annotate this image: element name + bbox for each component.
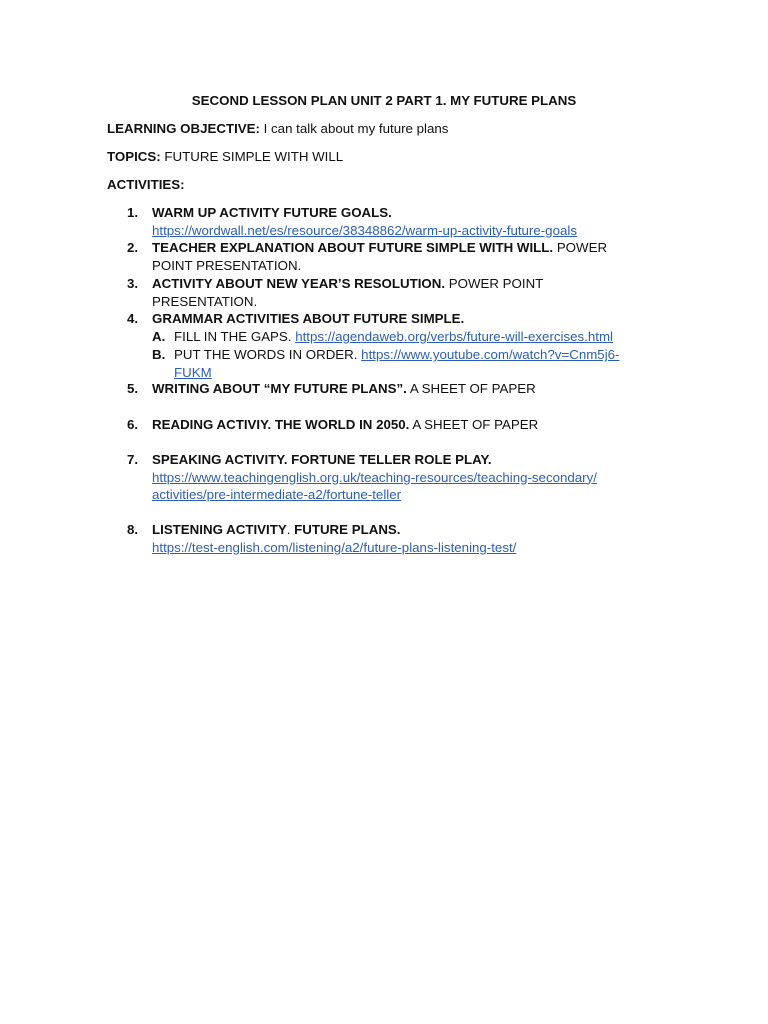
item-number: 8. <box>127 522 139 537</box>
item-title: READING ACTIVIY. THE WORLD IN 2050. <box>152 417 410 432</box>
item-title: WRITING ABOUT “MY FUTURE PLANS”. <box>152 381 407 396</box>
item-title: LISTENING ACTIVITY <box>152 522 287 537</box>
item-title-dot: . <box>286 522 291 537</box>
item-title: ACTIVITY ABOUT NEW YEAR’S RESOLUTION. <box>152 276 446 291</box>
sub-list-item <box>152 346 652 381</box>
list-item <box>127 275 647 310</box>
item-title: TEACHER EXPLANATION ABOUT FUTURE SIMPLE WITH WILL. <box>152 240 554 255</box>
activities-label: ACTIVITIES: <box>107 177 185 192</box>
item-title-2: FUTURE PLANS. <box>294 522 401 537</box>
sub-item-letter: B. <box>152 347 166 362</box>
sub-item-text: FILL IN THE GAPS. <box>174 329 292 344</box>
youtube-link[interactable]: https://www.youtube.com/watch?v=Cnm5j6- <box>361 347 620 362</box>
list-item <box>127 310 647 328</box>
sub-item-letter: A. <box>152 329 166 344</box>
item-number: 1. <box>127 205 139 220</box>
objective-label: LEARNING OBJECTIVE: <box>107 121 260 136</box>
list-item <box>127 380 647 398</box>
list-item <box>127 204 647 239</box>
item-number: 2. <box>127 240 139 255</box>
youtube-link-cont[interactable]: FUKM <box>174 364 212 380</box>
list-item <box>127 416 647 434</box>
sub-list-item <box>152 328 652 346</box>
topics-label: TOPICS: <box>107 149 161 164</box>
item-title: WARM UP ACTIVITY FUTURE GOALS. <box>152 205 392 220</box>
item-resource: POWER POINT <box>448 276 544 291</box>
item-resource-cont: PRESENTATION. <box>152 293 258 309</box>
page-title: SECOND LESSON PLAN UNIT 2 PART 1. MY FUTURE PLANS <box>191 93 577 108</box>
item-number: 7. <box>127 452 139 467</box>
item-number: 6. <box>127 417 139 432</box>
list-item <box>127 451 647 504</box>
fortune-teller-link[interactable]: https://www.teachingenglish.org.uk/teaching-resources/teaching-secondary/ <box>152 469 597 485</box>
item-resource: A SHEET OF PAPER <box>409 381 536 396</box>
fill-gaps-link[interactable]: https://agendaweb.org/verbs/future-will-exercises.html <box>295 329 613 344</box>
topics-text: FUTURE SIMPLE WITH WILL <box>164 149 344 164</box>
item-resource: POWER <box>556 240 608 255</box>
item-resource: A SHEET OF PAPER <box>412 417 539 432</box>
learning-objective <box>107 120 448 138</box>
fortune-teller-link-cont[interactable]: activities/pre-intermediate-a2/fortune-teller <box>152 487 402 502</box>
item-number: 4. <box>127 311 139 326</box>
item-resource-cont: POINT PRESENTATION. <box>152 257 302 273</box>
item-title: GRAMMAR ACTIVITIES ABOUT FUTURE SIMPLE. <box>152 311 465 326</box>
list-item <box>127 521 647 556</box>
item-number: 5. <box>127 381 139 396</box>
objective-text: I can talk about my future plans <box>263 121 449 136</box>
sub-item-text: PUT THE WORDS IN ORDER. <box>174 347 358 362</box>
item-number: 3. <box>127 276 139 291</box>
item-title: SPEAKING ACTIVITY. FORTUNE TELLER ROLE PLAY. <box>152 452 492 467</box>
topics <box>107 148 343 166</box>
listening-test-link[interactable]: https://test-english.com/listening/a2/future-plans-listening-test/ <box>152 539 517 555</box>
list-item <box>127 239 647 274</box>
warm-up-link[interactable]: https://wordwall.net/es/resource/38348862/warm-up-activity-future-goals <box>152 222 577 238</box>
